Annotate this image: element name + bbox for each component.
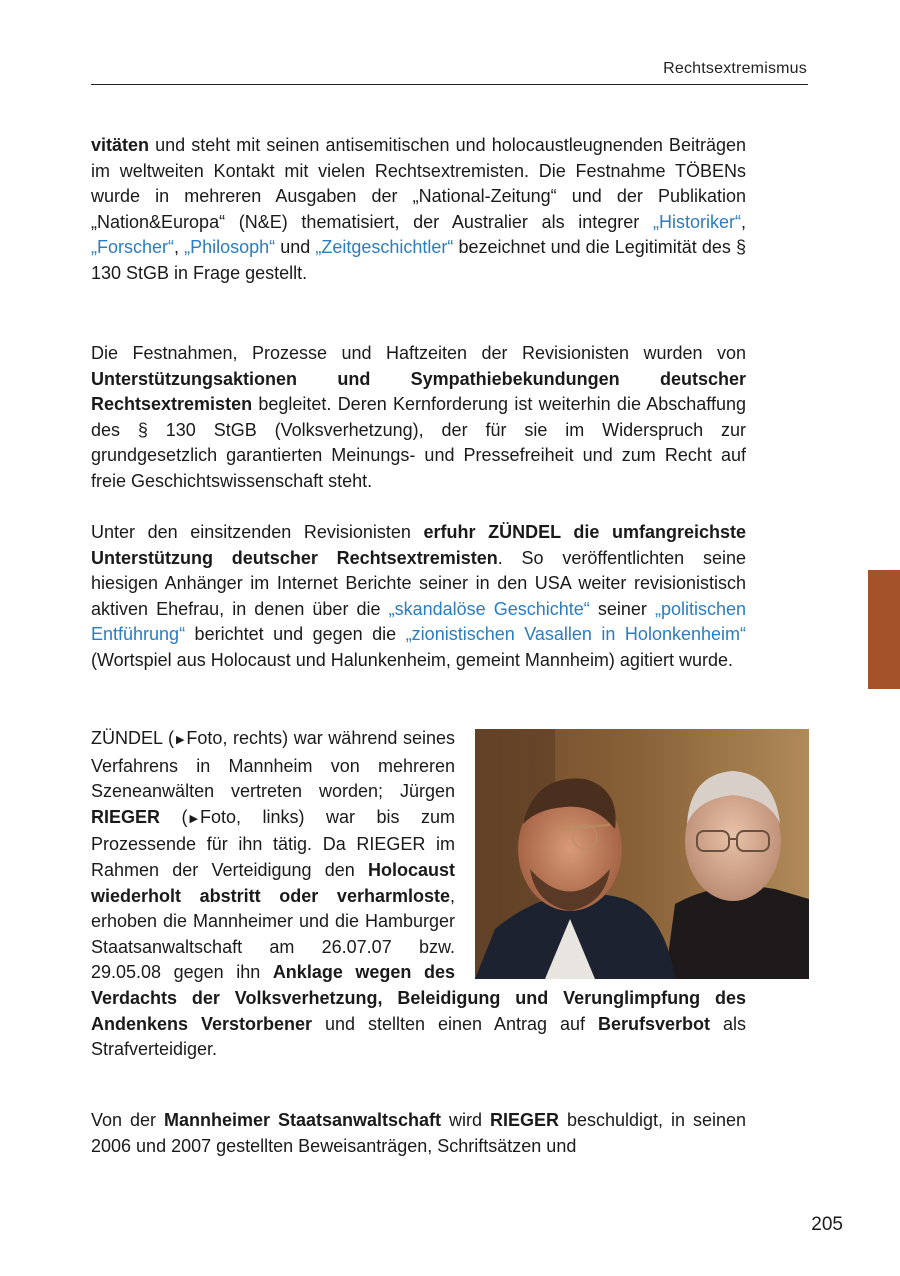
body-text: Unter den einsitzenden Revisionisten (91, 522, 424, 542)
quoted-term: „politischen Entführung“ (91, 598, 746, 645)
quoted-term: „zionistischen Vasallen in Holonkenheim“ (405, 624, 746, 645)
chapter-marker-tab (868, 570, 900, 689)
body-text: und stellten einen Antrag auf (312, 1013, 598, 1034)
paragraph-1 (91, 133, 746, 287)
quoted-term: „skandalöse Geschichte“ (388, 598, 590, 619)
photo-illustration (475, 729, 809, 979)
section-title: Rechtsextremismus (663, 60, 807, 77)
quoted-term: „Forscher“ (91, 237, 175, 258)
body-text: war bis zum Prozessende für ihn tätig. Da RIEGER im Rahmen der Verteidigung den (91, 806, 455, 880)
body-text: war während seines Verfahrens in Mannheim von mehreren Szeneanwälten vertreten worden; Jürgen (91, 728, 456, 802)
body-text: , (174, 237, 185, 258)
bold-text: Anklage wegen des Verdachts der Volksverhetzung, Beleidigung und Verunglimpfung des Andenkens Verstorbener (91, 962, 746, 1034)
body-text: ZÜNDEL ( (91, 728, 174, 748)
quoted-term: „Historiker“ (652, 211, 741, 232)
body-text: beschuldigt, in seinen 2006 und 2007 gestellten Beweisanträgen, Schriftsätzen und (91, 1110, 746, 1156)
quoted-term: „Philosoph“ (184, 237, 276, 258)
bold-text: Berufsverbot (598, 1013, 711, 1034)
body-text: Die Festnahmen, Prozesse und Haftzeiten der Revisionisten wurden von (91, 343, 746, 363)
body-text: und steht mit seinen antisemitischen und holocaustleugnenden Beiträgen im weltweiten Kontakt mit vielen Rechtsextremisten. Die Festnahme TÖBENs wurde in mehreren Ausgaben der „National-Zeitung“ und der Publikation „Nation&Europa“ (N&E) thematisiert, der Australier als integrer (91, 135, 746, 232)
body-text: (Wortspiel aus Holocaust und Halunkenheim, gemeint Mannheim) agitiert wurde. (91, 649, 733, 670)
paragraph-2 (91, 341, 746, 495)
body-text: und (275, 237, 316, 258)
body-text: , (740, 211, 746, 232)
bold-text: Unterstützungsaktionen und Sympathiebekundungen deutscher Rechtsextremisten (91, 368, 746, 415)
quoted-term: „Zeitgeschichtler“ (315, 237, 454, 258)
paragraph-4 (91, 726, 746, 1063)
bold-text: vitäten (91, 135, 150, 155)
body-text: , erhoben die Mannheimer und die Hamburger Staatsanwaltschaft am 26.07.07 bzw. 29.05.08 gegen ihn (91, 885, 455, 983)
body-text: als Strafverteidiger. (91, 1013, 747, 1060)
paragraph-3 (91, 520, 746, 674)
triangle-right-icon: ▶ (175, 734, 185, 746)
bold-text: Mannheimer Staatsanwaltschaft (163, 1110, 442, 1130)
page-number: 205 (811, 1214, 843, 1235)
bold-text: RIEGER (91, 806, 161, 827)
header-divider (91, 84, 808, 85)
body-text: Foto, rechts) (186, 728, 289, 748)
courtroom-photo (475, 729, 809, 979)
body-text: Von der (91, 1110, 164, 1130)
body-text: begleitet. Deren Kernforderung ist weiterhin die Abschaffung des § 130 StGB (Volksverhetzung), der für sie im Widerspruch zur grundgesetzlich garantierten Meinungs- und Pressefreiheit und zum Recht auf freie Geschichtswissenschaft steht. (91, 394, 746, 491)
body-text: Foto, links) (199, 806, 305, 827)
triangle-right-icon: ▶ (189, 812, 198, 825)
body-text: bezeichnet und die Legitimität des § 130 StGB in Frage gestellt. (91, 237, 746, 283)
bold-text: Holocaust wiederholt abstritt oder verharmloste (91, 859, 455, 906)
body-text: berichtet und gegen die (185, 624, 406, 645)
body-text: seiner (589, 598, 655, 619)
bold-text: erfuhr ZÜNDEL die umfangreichste Unterstützung deutscher Rechtsextremisten (91, 522, 747, 568)
paragraph-5 (91, 1108, 746, 1159)
bold-text: RIEGER (489, 1110, 559, 1130)
body-text: ( (160, 806, 188, 827)
body-text: wird (441, 1110, 490, 1130)
body-text: . So veröffentlichten seine hiesigen Anhänger im Internet Berichte seiner in den USA weiter revisionistisch aktiven Ehefrau, in denen über die (91, 547, 746, 619)
